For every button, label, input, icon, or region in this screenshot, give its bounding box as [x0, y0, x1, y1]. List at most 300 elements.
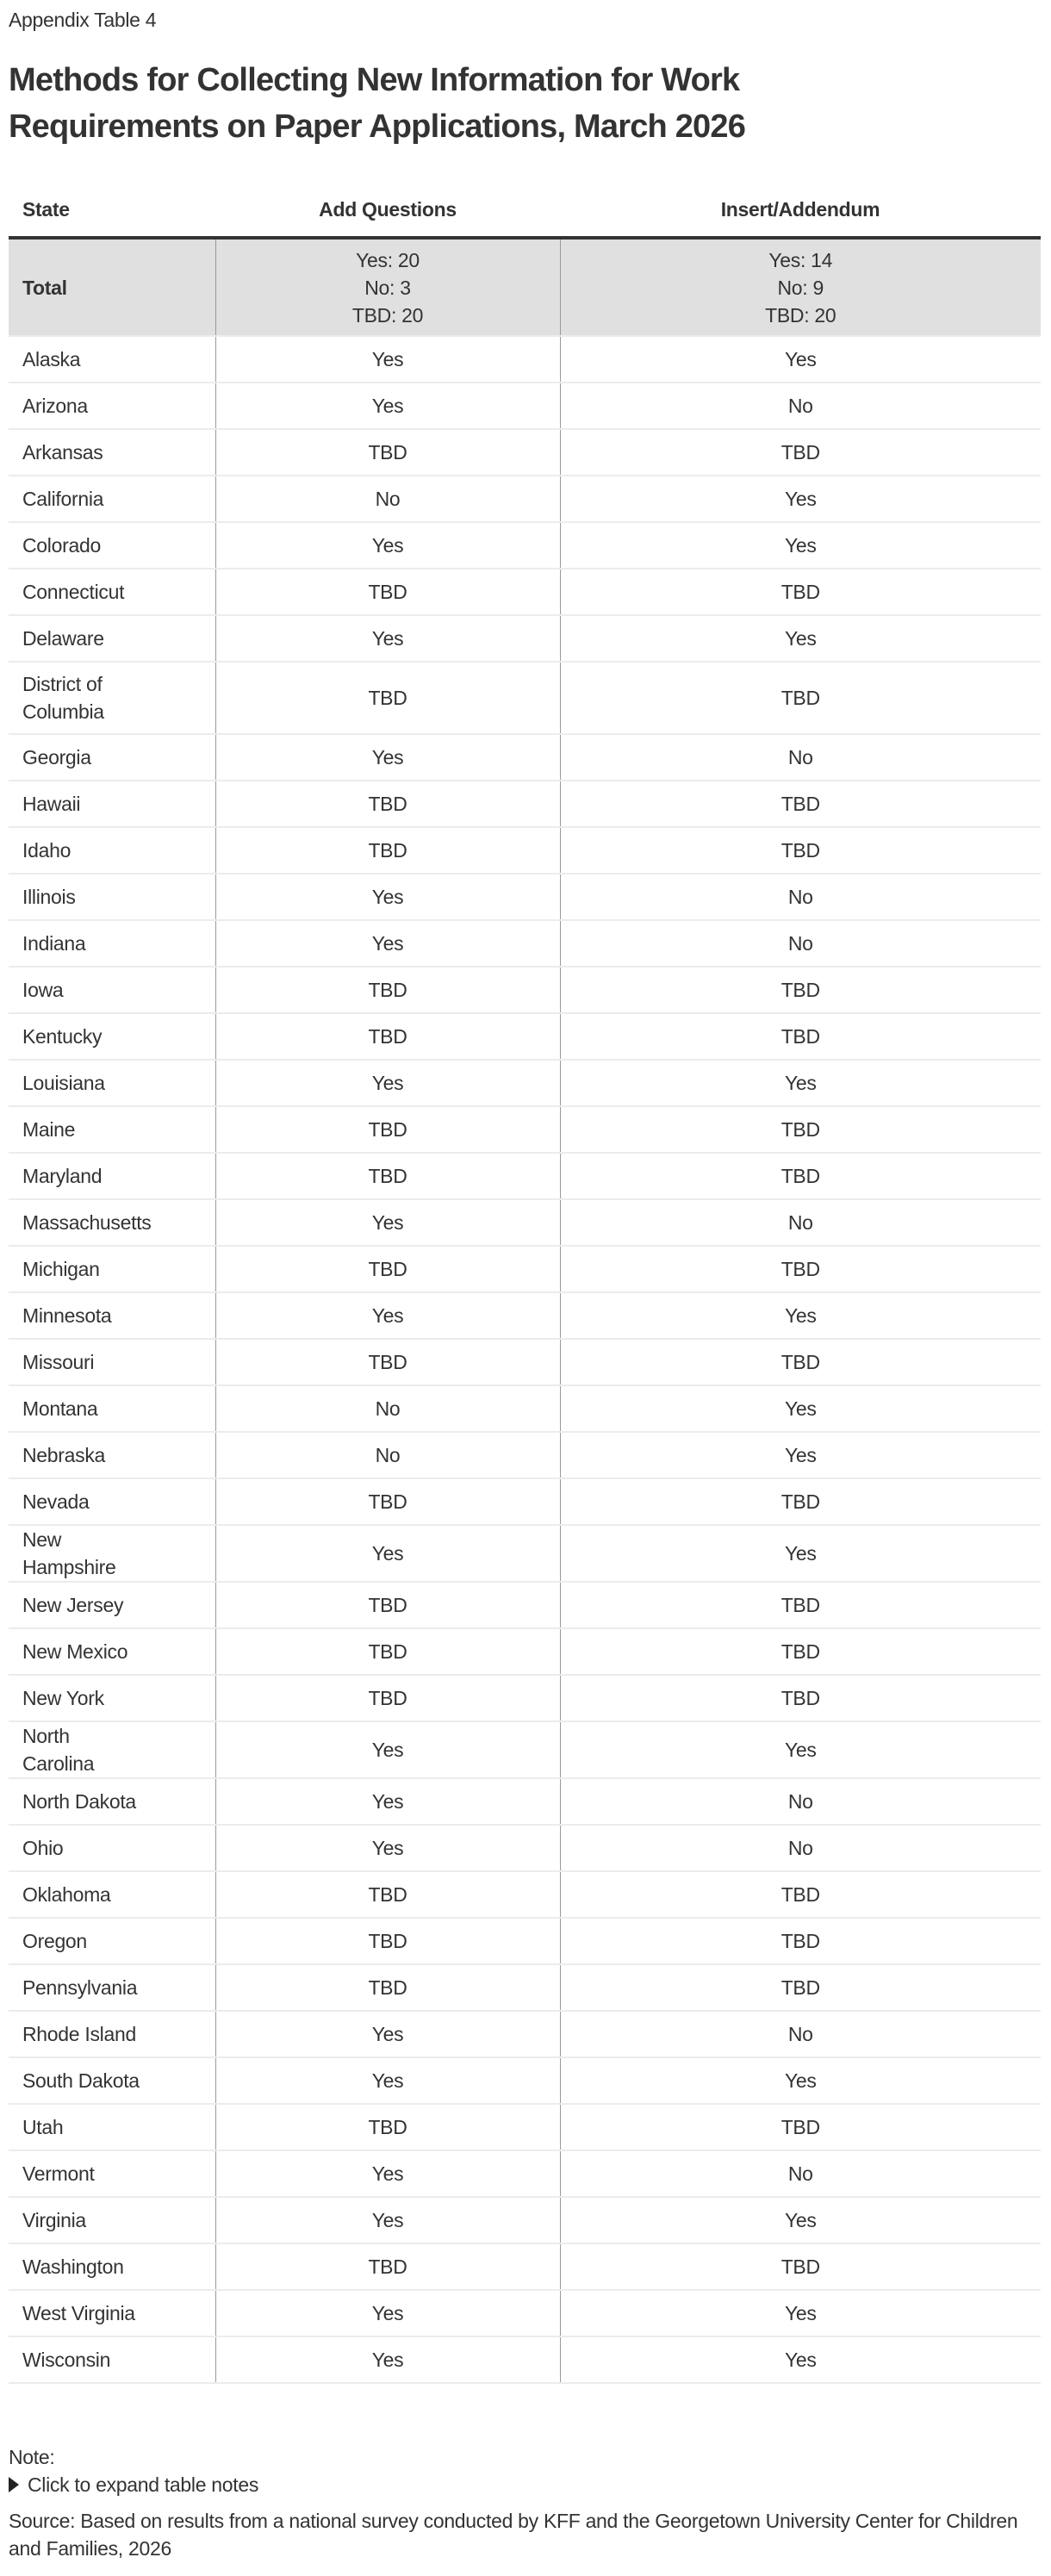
table-row: [9, 1778, 1041, 1825]
insert-addendum-cell-text: TBD: [780, 1257, 820, 1280]
insert-addendum-cell: [560, 967, 1041, 1013]
add-questions-cell-text: Yes: [371, 2022, 404, 2045]
insert-addendum-cell: [560, 1525, 1041, 1582]
insert-addendum-cell: [560, 1964, 1041, 2011]
insert-addendum-cell: [560, 522, 1041, 569]
table-row: [9, 1525, 1041, 1582]
add-questions-cell: [215, 429, 560, 476]
add-questions-cell-text: No: [375, 1443, 401, 1466]
insert-addendum-cell: [560, 569, 1041, 615]
table-row: [9, 2290, 1041, 2336]
insert-addendum-cell: [560, 662, 1041, 734]
state-cell-text: New Jersey: [22, 1594, 124, 1616]
state-cell: [9, 1199, 215, 1246]
insert-addendum-cell: [560, 874, 1041, 920]
insert-addendum-cell: [560, 336, 1041, 383]
insert-addendum-cell-text: No: [787, 1210, 813, 1234]
add-questions-cell-text: Yes: [371, 1541, 404, 1565]
insert-addendum-cell: [560, 615, 1041, 662]
insert-addendum-cell: [560, 1721, 1041, 1778]
add-questions-cell: [215, 2243, 560, 2290]
add-questions-cell-text: Yes: [371, 394, 404, 417]
add-questions-cell: [215, 734, 560, 781]
state-cell: [9, 827, 215, 874]
add-questions-cell-text: Yes: [371, 2069, 404, 2092]
add-questions-cell-text: TBD: [368, 792, 407, 815]
add-questions-cell: [215, 1432, 560, 1478]
total-add-no: No: 3: [364, 276, 411, 299]
table-row: [9, 874, 1041, 920]
state-cell: [9, 2150, 215, 2197]
state-cell-text: Colorado: [22, 534, 101, 557]
add-questions-cell: [215, 336, 560, 383]
state-cell-text: Virginia: [22, 2209, 86, 2231]
insert-addendum-cell-text: TBD: [780, 440, 820, 464]
insert-addendum-cell-text: TBD: [780, 2255, 820, 2278]
insert-addendum-cell: [560, 1385, 1041, 1432]
insert-addendum-cell: [560, 1060, 1041, 1106]
add-questions-cell: [215, 1478, 560, 1525]
table-row: [9, 569, 1041, 615]
column-header-insert-addendum[interactable]: Insert/Addendum: [720, 197, 880, 221]
insert-addendum-cell-text: Yes: [784, 533, 817, 557]
state-cell-text: New York: [22, 1687, 104, 1709]
insert-addendum-cell: [560, 734, 1041, 781]
state-cell: [9, 1964, 215, 2011]
insert-addendum-cell: [560, 920, 1041, 967]
table-kicker: Appendix Table 4: [9, 9, 157, 31]
insert-addendum-cell-text: Yes: [784, 1541, 817, 1565]
table-row: [9, 1292, 1041, 1339]
state-cell: [9, 1339, 215, 1385]
state-cell: [9, 967, 215, 1013]
insert-addendum-cell: [560, 2011, 1041, 2057]
add-questions-cell: [215, 1918, 560, 1964]
expand-notes-label: Click to expand table notes: [28, 2473, 259, 2496]
state-cell-text: Montana: [22, 1397, 98, 1420]
state-cell: [9, 874, 215, 920]
state-cell-text: Pennsylvania: [22, 1976, 138, 1999]
state-cell-text: Rhode Island: [22, 2023, 136, 2045]
total-label: Total: [9, 238, 215, 336]
state-cell: [9, 1385, 215, 1432]
add-questions-cell-text: TBD: [368, 1024, 407, 1048]
state-cell-text: Kentucky: [22, 1025, 103, 1048]
state-cell-text: North Dakota: [22, 1790, 136, 1813]
state-cell-text: Louisiana: [22, 1072, 105, 1094]
state-cell: [9, 1675, 215, 1721]
table-row: [9, 2150, 1041, 2197]
table-row: [9, 615, 1041, 662]
add-questions-cell: [215, 2011, 560, 2057]
state-cell-text: Ohio: [22, 1837, 64, 1859]
insert-addendum-cell-text: No: [787, 1836, 813, 1859]
state-cell-text: West Virginia: [22, 2302, 135, 2324]
insert-addendum-cell-text: TBD: [780, 2115, 820, 2138]
insert-addendum-cell-text: No: [787, 394, 813, 417]
total-insert-addendum: [560, 238, 1041, 336]
add-questions-cell-text: TBD: [368, 1490, 407, 1513]
table-row: [9, 1825, 1041, 1871]
state-cell: [9, 522, 215, 569]
state-cell-text: New Hampshire: [22, 1528, 116, 1578]
add-questions-cell-text: Yes: [371, 2301, 404, 2324]
header-row: [9, 183, 1041, 238]
table-row: [9, 2104, 1041, 2150]
column-header-state[interactable]: State: [22, 197, 70, 221]
add-questions-cell: [215, 1675, 560, 1721]
add-questions-cell-text: TBD: [368, 1593, 407, 1616]
state-cell: [9, 920, 215, 967]
add-questions-cell: [215, 1292, 560, 1339]
state-cell-text: Maryland: [22, 1165, 103, 1187]
state-cell-text: Vermont: [22, 2162, 95, 2185]
add-questions-cell: [215, 1246, 560, 1292]
state-cell-text: Minnesota: [22, 1304, 112, 1327]
add-questions-cell: [215, 2150, 560, 2197]
table-row: [9, 1060, 1041, 1106]
table-row: [9, 734, 1041, 781]
add-questions-cell: [215, 2104, 560, 2150]
add-questions-cell: [215, 2290, 560, 2336]
insert-addendum-cell-text: TBD: [780, 1976, 820, 1999]
insert-addendum-cell-text: Yes: [784, 2208, 817, 2231]
state-cell: [9, 1292, 215, 1339]
state-cell-text: South Dakota: [22, 2069, 140, 2092]
state-cell: [9, 1871, 215, 1918]
state-cell: [9, 1153, 215, 1199]
add-questions-cell: [215, 1778, 560, 1825]
add-questions-cell: [215, 2197, 560, 2243]
state-cell: [9, 2243, 215, 2290]
expand-notes-toggle[interactable]: [9, 2471, 1025, 2498]
table-row: [9, 1385, 1041, 1432]
state-cell: [9, 781, 215, 827]
total-add-tbd: TBD: 20: [351, 303, 424, 327]
state-cell: [9, 1013, 215, 1060]
add-questions-cell: [215, 1871, 560, 1918]
insert-addendum-cell-text: TBD: [780, 1024, 820, 1048]
insert-addendum-cell-text: Yes: [784, 1397, 817, 1420]
add-questions-cell-text: TBD: [368, 1350, 407, 1373]
insert-addendum-cell: [560, 476, 1041, 522]
insert-addendum-cell: [560, 1153, 1041, 1199]
add-questions-cell-text: Yes: [371, 2348, 404, 2371]
insert-addendum-cell-text: TBD: [780, 838, 820, 862]
state-cell-text: Georgia: [22, 746, 91, 768]
table-row: [9, 1582, 1041, 1628]
insert-addendum-cell: [560, 2336, 1041, 2383]
total-insert-tbd: TBD: 20: [765, 303, 836, 327]
table-row: [9, 1964, 1041, 2011]
state-cell: [9, 1246, 215, 1292]
insert-addendum-cell: [560, 1246, 1041, 1292]
table-row: [9, 2057, 1041, 2104]
insert-addendum-cell-text: TBD: [780, 978, 820, 1001]
data-table: [9, 183, 1041, 2384]
state-cell: [9, 1478, 215, 1525]
table-row: [9, 522, 1041, 569]
insert-addendum-cell-text: No: [787, 2022, 813, 2045]
insert-addendum-cell-text: Yes: [784, 1304, 817, 1327]
state-cell: [9, 615, 215, 662]
total-insert-yes: Yes: 14: [768, 248, 833, 271]
add-questions-cell-text: Yes: [371, 533, 404, 557]
insert-addendum-cell: [560, 1918, 1041, 1964]
state-cell: [9, 383, 215, 429]
add-questions-cell: [215, 2336, 560, 2383]
table-row: [9, 476, 1041, 522]
add-questions-cell: [215, 1721, 560, 1778]
note-label: Note:: [9, 2446, 55, 2468]
table-row: [9, 1246, 1041, 1292]
insert-addendum-cell: [560, 429, 1041, 476]
state-cell-text: District of Columbia: [22, 673, 104, 723]
state-cell-text: Nebraska: [22, 1444, 106, 1466]
table-row: [9, 1432, 1041, 1478]
add-questions-cell-text: Yes: [371, 2208, 404, 2231]
insert-addendum-cell-text: Yes: [784, 2348, 817, 2371]
state-cell: [9, 2290, 215, 2336]
add-questions-cell: [215, 874, 560, 920]
state-cell: [9, 2197, 215, 2243]
insert-addendum-cell-text: TBD: [780, 1882, 820, 1906]
insert-addendum-cell: [560, 1778, 1041, 1825]
insert-addendum-cell: [560, 383, 1041, 429]
state-cell: [9, 1106, 215, 1153]
state-cell-text: North Carolina: [22, 1725, 95, 1775]
insert-addendum-cell-text: TBD: [780, 1686, 820, 1709]
add-questions-cell-text: TBD: [368, 978, 407, 1001]
state-cell: [9, 476, 215, 522]
state-cell: [9, 429, 215, 476]
add-questions-cell: [215, 1106, 560, 1153]
table-row: [9, 1106, 1041, 1153]
state-cell: [9, 1778, 215, 1825]
add-questions-cell: [215, 569, 560, 615]
add-questions-cell: [215, 1582, 560, 1628]
state-cell-text: Delaware: [22, 627, 104, 650]
state-cell-text: Wisconsin: [22, 2349, 111, 2371]
add-questions-cell: [215, 1525, 560, 1582]
add-questions-cell-text: Yes: [371, 2162, 404, 2185]
table-row: [9, 383, 1041, 429]
insert-addendum-cell-text: Yes: [784, 2301, 817, 2324]
insert-addendum-cell-text: TBD: [780, 1929, 820, 1952]
insert-addendum-cell: [560, 2290, 1041, 2336]
add-questions-cell: [215, 2057, 560, 2104]
total-row: [9, 238, 1041, 336]
state-cell-text: Washington: [22, 2256, 124, 2278]
add-questions-cell-text: TBD: [368, 1976, 407, 1999]
state-cell: [9, 569, 215, 615]
table-row: [9, 2336, 1041, 2383]
add-questions-cell: [215, 1339, 560, 1385]
insert-addendum-cell-text: TBD: [780, 1593, 820, 1616]
table-row: [9, 1199, 1041, 1246]
insert-addendum-cell: [560, 1628, 1041, 1675]
insert-addendum-cell: [560, 1582, 1041, 1628]
add-questions-cell: [215, 1385, 560, 1432]
add-questions-cell-text: Yes: [371, 1210, 404, 1234]
table-row: [9, 1628, 1041, 1675]
add-questions-cell-text: TBD: [368, 1117, 407, 1141]
insert-addendum-cell: [560, 2243, 1041, 2290]
insert-addendum-cell-text: No: [787, 931, 813, 955]
add-questions-cell-text: Yes: [371, 1789, 404, 1813]
insert-addendum-cell: [560, 781, 1041, 827]
insert-addendum-cell: [560, 1199, 1041, 1246]
add-questions-cell: [215, 1628, 560, 1675]
add-questions-cell-text: TBD: [368, 838, 407, 862]
state-cell-text: New Mexico: [22, 1640, 128, 1663]
state-cell: [9, 336, 215, 383]
insert-addendum-cell-text: No: [787, 885, 813, 908]
state-cell-text: Indiana: [22, 932, 86, 955]
insert-addendum-cell: [560, 1292, 1041, 1339]
add-questions-cell-text: TBD: [368, 1640, 407, 1663]
add-questions-cell: [215, 781, 560, 827]
state-cell: [9, 1582, 215, 1628]
state-cell: [9, 2057, 215, 2104]
add-questions-cell-text: TBD: [368, 1257, 407, 1280]
insert-addendum-cell-text: Yes: [784, 347, 817, 370]
insert-addendum-cell: [560, 2057, 1041, 2104]
insert-addendum-cell: [560, 1339, 1041, 1385]
table-row: [9, 967, 1041, 1013]
insert-addendum-cell: [560, 2150, 1041, 2197]
insert-addendum-cell-text: TBD: [780, 1640, 820, 1663]
total-insert-no: No: 9: [777, 276, 824, 299]
total-add-questions: [215, 238, 560, 336]
add-questions-cell-text: Yes: [371, 745, 404, 768]
table-row: [9, 1013, 1041, 1060]
insert-addendum-cell: [560, 1825, 1041, 1871]
add-questions-cell-text: TBD: [368, 686, 407, 709]
add-questions-cell-text: Yes: [371, 626, 404, 650]
state-cell: [9, 1525, 215, 1582]
state-cell: [9, 2011, 215, 2057]
insert-addendum-cell-text: TBD: [780, 686, 820, 709]
add-questions-cell-text: Yes: [371, 885, 404, 908]
state-cell: [9, 662, 215, 734]
state-cell-text: Maine: [22, 1118, 76, 1141]
insert-addendum-cell: [560, 1013, 1041, 1060]
add-questions-cell-text: TBD: [368, 440, 407, 464]
state-cell-text: Massachusetts: [22, 1211, 152, 1234]
source-text: Source: Based on results from a national survey conducted by KFF and the Georgetown University Center for Children and Families, 2026: [9, 2510, 1018, 2560]
state-cell-text: Connecticut: [22, 581, 125, 603]
table-row: [9, 1871, 1041, 1918]
table-row: [9, 1918, 1041, 1964]
table-row: [9, 429, 1041, 476]
insert-addendum-cell-text: No: [787, 2162, 813, 2185]
add-questions-cell: [215, 920, 560, 967]
add-questions-cell-text: No: [375, 487, 401, 510]
add-questions-cell-text: Yes: [371, 1836, 404, 1859]
add-questions-cell: [215, 827, 560, 874]
state-cell: [9, 1628, 215, 1675]
add-questions-cell-text: TBD: [368, 580, 407, 603]
add-questions-cell-text: No: [375, 1397, 401, 1420]
add-questions-cell-text: TBD: [368, 1686, 407, 1709]
insert-addendum-cell-text: TBD: [780, 1490, 820, 1513]
add-questions-cell-text: Yes: [371, 347, 404, 370]
state-cell-text: Utah: [22, 2116, 64, 2138]
add-questions-cell-text: TBD: [368, 2115, 407, 2138]
add-questions-cell-text: Yes: [371, 1304, 404, 1327]
add-questions-cell-text: TBD: [368, 1929, 407, 1952]
insert-addendum-cell-text: TBD: [780, 1350, 820, 1373]
insert-addendum-cell-text: Yes: [784, 487, 817, 510]
state-cell-text: Idaho: [22, 839, 72, 862]
state-cell: [9, 1432, 215, 1478]
table-row: [9, 1339, 1041, 1385]
insert-addendum-cell-text: TBD: [780, 1164, 820, 1187]
state-cell-text: Arizona: [22, 395, 88, 417]
add-questions-cell: [215, 1153, 560, 1199]
add-questions-cell: [215, 1964, 560, 2011]
insert-addendum-cell-text: Yes: [784, 1071, 817, 1094]
insert-addendum-cell-text: Yes: [784, 1443, 817, 1466]
insert-addendum-cell-text: Yes: [784, 2069, 817, 2092]
add-questions-cell: [215, 1825, 560, 1871]
page-title: Methods for Collecting New Information for Work Requirements on Paper Applications, March 2026: [9, 62, 746, 145]
insert-addendum-cell: [560, 1432, 1041, 1478]
insert-addendum-cell-text: TBD: [780, 1117, 820, 1141]
state-cell-text: Arkansas: [22, 441, 103, 464]
state-cell: [9, 2336, 215, 2383]
add-questions-cell-text: TBD: [368, 2255, 407, 2278]
table-row: [9, 827, 1041, 874]
add-questions-cell: [215, 1060, 560, 1106]
column-header-add-questions[interactable]: Add Questions: [319, 197, 457, 221]
table-row: [9, 1675, 1041, 1721]
state-cell-text: Illinois: [22, 886, 76, 908]
state-cell-text: Hawaii: [22, 793, 81, 815]
insert-addendum-cell-text: Yes: [784, 626, 817, 650]
insert-addendum-cell-text: No: [787, 745, 813, 768]
insert-addendum-cell-text: Yes: [784, 1738, 817, 1761]
disclosure-triangle-icon: [9, 2477, 19, 2492]
state-cell-text: Nevada: [22, 1490, 90, 1513]
insert-addendum-cell: [560, 2197, 1041, 2243]
table-row: [9, 781, 1041, 827]
add-questions-cell: [215, 522, 560, 569]
add-questions-cell-text: TBD: [368, 1882, 407, 1906]
insert-addendum-cell: [560, 1106, 1041, 1153]
state-cell: [9, 1918, 215, 1964]
add-questions-cell: [215, 615, 560, 662]
state-cell: [9, 1721, 215, 1778]
add-questions-cell: [215, 1199, 560, 1246]
state-cell-text: Iowa: [22, 979, 64, 1001]
add-questions-cell-text: Yes: [371, 1071, 404, 1094]
table-row: [9, 1721, 1041, 1778]
state-cell-text: California: [22, 488, 104, 510]
insert-addendum-cell-text: TBD: [780, 580, 820, 603]
insert-addendum-cell: [560, 1675, 1041, 1721]
state-cell-text: Oklahoma: [22, 1883, 111, 1906]
add-questions-cell: [215, 1013, 560, 1060]
add-questions-cell: [215, 476, 560, 522]
table-row: [9, 1153, 1041, 1199]
state-cell-text: Oregon: [22, 1930, 87, 1952]
table-row: [9, 2243, 1041, 2290]
insert-addendum-cell: [560, 827, 1041, 874]
table-row: [9, 920, 1041, 967]
total-add-yes: Yes: 20: [356, 248, 420, 271]
